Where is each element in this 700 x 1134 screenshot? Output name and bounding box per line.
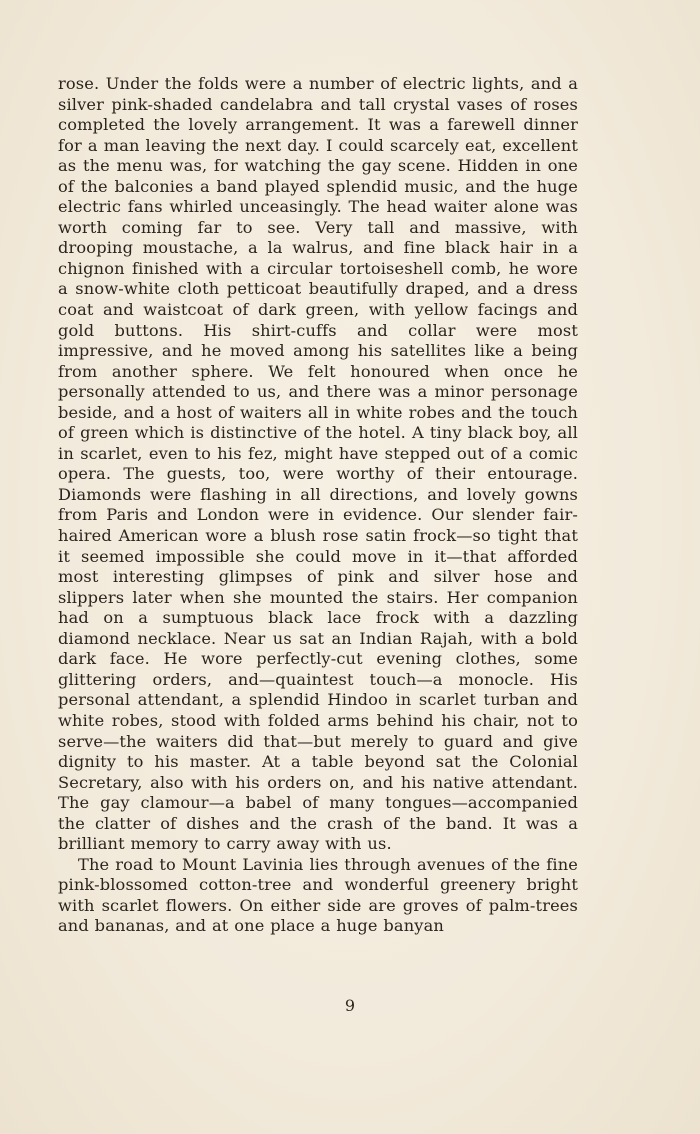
paragraph-continued: rose. Under the folds were a number of electric lights, and a silver pink-shaded candelabra and tall crystal vases of roses completed the lovely arrangement. It was a farewell dinner for a man leaving the next day. I could scarcely eat, excellent as the menu was, for watching the gay scene. Hidden in one of the balconies a band played splendid music, and the huge electric fans whirled unceasingly. The head waiter alone was worth coming far to see. Very tall and massive, with drooping moustache, a la walrus, and fine black hair in a chignon finished with a circular tortoiseshell comb, he wore a snow-white cloth petticoat beautifully draped, and a dress coat and waistcoat of dark green, with yellow facings and gold buttons. His shirt-cuffs and collar were most impressive, and he moved among his satellites like a being from another sphere. We felt honoured when once he personally attended to us, and there was a minor personage beside, and a host of waiters all in white robes and the touch of green which is distinctive of the hotel. A tiny black boy, all in scarlet, even to his fez, might have stepped out of a comic opera. The guests, too, were worthy of their entourage. Diamonds were flashing in all directions, and lovely gowns from Paris and London were in evidence. Our slender fair-haired American wore a blush rose satin frock—so tight that it seemed impossible she could move in it—that afforded most interesting glimpses of pink and silver hose and slippers later when she mounted the stairs. Her companion had on a sumptuous black lace frock with a dazzling diamond necklace. Near us sat an Indian Rajah, with a bold dark face. He wore perfectly-cut evening clothes, some glittering orders, and—quaintest touch—a monocle. His personal attendant, a splendid Hindoo in scarlet turban and white robes, stood with folded arms behind his chair, not to serve—the waiters did that—but merely to guard and give dignity to his master. At a table beyond sat the Colonial Secretary, also with his orders on, and his native attendant. The gay clamour—a babel of many tongues—accompanied the clatter of dishes and the crash of the band. It was a brilliant memory to carry away with us. (58, 74, 578, 854)
paragraph-mount-lavinia: The road to Mount Lavinia lies through avenues of the fine pink-blossomed cotton-tree and wonderful greenery bright with scarlet flowers. On either side are groves of palm-trees and bananas, and at one place a huge banyan (58, 854, 578, 936)
body-text (58, 74, 578, 937)
page-number: 9 (344, 996, 356, 1015)
